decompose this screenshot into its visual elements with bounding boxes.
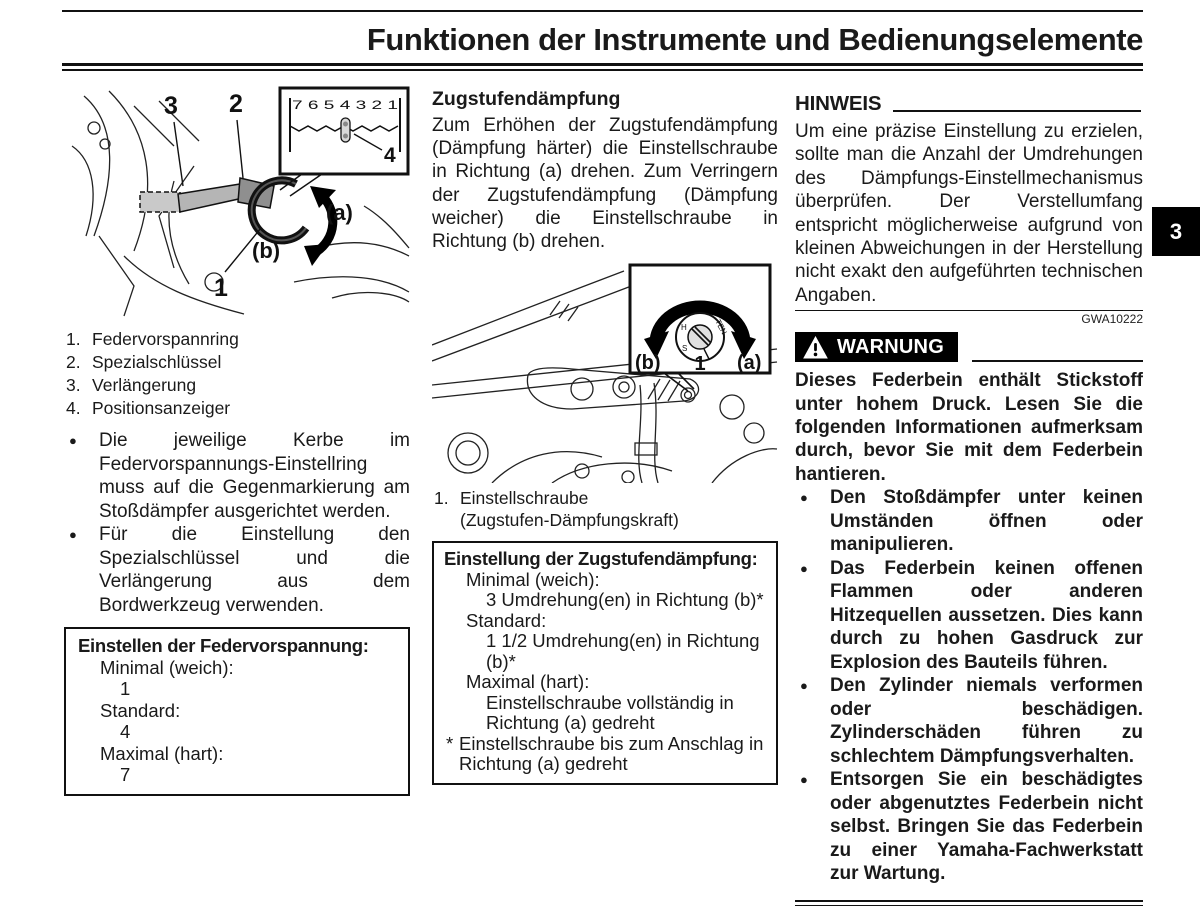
bullet-icon: ● [69,433,77,448]
reference-code: GWA10222 [1081,312,1143,327]
figure-spring-preload-adjustment [64,86,410,320]
bullet-text: Entsorgen Sie ein beschädigtes oder abgenutztes Federbein nicht selbst. Bringen Sie das Federbein zu einer Yamaha-Fachwerkstatt zur Wartung. [830,769,1143,885]
bullet-item [64,523,410,617]
figure1-callout-1: 1 [214,274,228,302]
bullet-icon: ● [800,772,808,788]
bullet-item [795,557,1143,675]
chapter-tab [1152,207,1200,256]
figure2-callout-1: 1 [694,353,706,376]
spec-label: Maximal (hart): [466,671,590,693]
middle-column [432,88,778,785]
bullet-text: Den Stoßdämpfer unter keinen Umständen öffnen oder manipulieren. [830,487,1143,556]
legend-text: Federvorspannring [92,329,239,349]
spec-label: Standard: [466,609,547,631]
spec-label: Minimal (weich): [100,656,234,678]
warning-banner [795,332,958,362]
legend-number: 1. [434,488,449,509]
figure1-callout-3: 3 [164,92,178,120]
bullet-icon: ● [69,527,77,542]
spec-box-federvorspannung [64,627,410,796]
bullet-text: Für die Einstellung den Spezialschlüssel und die Verlängerung aus dem Bordwerkzeug verwenden. [99,524,410,616]
spec-value: 4 [120,721,131,742]
bullet-text: Den Zylinder niemals verformen oder beschädigen. Zylinderschäden führen zu schlechtem Dämpfungsverhalten. [830,675,1143,767]
section-heading: Zugstufendämpfung [432,88,621,110]
figure1-inset-scale: 7 6 5 4 3 2 1 [292,98,399,112]
spec-label: Standard: [100,699,181,721]
warning-bullet-list [795,486,1143,886]
figure1-callout-2: 2 [229,90,243,118]
legend-item [434,487,778,509]
legend-text: Einstellschraube [460,488,589,509]
spec-box-title: Einstellung der Zugstufendämpfung: [444,548,758,570]
legend-number: 4. [66,398,81,418]
spec-footnote [446,734,768,775]
bullet-item [795,768,1143,886]
footnote-marker: * [446,732,454,754]
legend-text: Verlängerung [92,375,197,395]
section-end-rule [795,900,1143,906]
spec-label: Maximal (hart): [100,742,224,764]
note-header [795,92,1143,116]
bullet-icon: ● [800,678,808,694]
bullet-item [795,486,1143,557]
bullet-icon: ● [800,560,808,576]
note-paragraph: Um eine präzise Einstellung zu erzielen, sollte man die Anzahl der Umdrehungen des Dämpfungs-Einstellmechanismus überprüfen. Der Verstellumfang entspricht möglicherweise aufgrund von kleinen Abweichungen in der Herstellung nicht exakt den aufgeführten technischen Angaben. [795,121,1143,306]
chapter-tab-label: 3 [1169,218,1183,244]
bullet-text: Das Federbein keinen offenen Flammen oder anderen Hitzequellen aussetzen. Dies kann durch zu hohen Gasdruck zur Explosion des Bauteils führen. [830,557,1143,673]
note-header-rule [893,110,1141,112]
left-column [64,86,410,796]
spec-value: 1 [120,678,131,699]
bullet-text: Die jeweilige Kerbe im Federvorspannungs-Einstellring muss auf die Gegenmarkierung am Stoßdämpfer ausgerichtet werden. [99,430,410,522]
spec-value: Einstellschraube vollständig in Richtung (a) gedreht [486,691,734,734]
note-label: HINWEIS [795,92,882,115]
warning-header-rule [972,360,1143,362]
bullet-icon: ● [800,490,808,506]
figure2-label-a: (a) [737,352,762,375]
legend-text: Positionsanzeiger [92,398,231,418]
figure2-label-b: (b) [635,352,661,375]
page-title: Funktionen der Instrumente und Bedienungselemente [366,22,1143,57]
warning-label: WARNUNG [837,335,944,358]
figure1-label-a: (a) [326,200,353,225]
bullet-item [64,429,410,523]
figure2-legend [434,487,778,531]
preload-instructions [64,429,410,617]
spec-value: 1 1/2 Umdrehung(en) in Richtung (b)* [486,630,760,672]
figure2-knob-label-s: S [682,344,688,354]
legend-item [66,351,410,374]
spec-box-title: Einstellen der Federvorspannung: [78,635,369,656]
legend-text-continued: (Zugstufen-Dämpfungskraft) [460,510,679,531]
header-top-rule [62,10,1143,12]
section-paragraph: Zum Erhöhen der Zugstufendämpfung (Dämpfung härter) die Einstellschraube in Richtung (a) drehen. Zum Verringern der Zugstufendämpfung (Dämpfung weicher) die Einstellschraube in Richtung (b) drehen. [432,115,778,253]
figure-rebound-damping-adjuster [432,257,778,483]
bullet-item [795,674,1143,768]
figure2-knob-label-ten: TEN [713,317,729,337]
legend-item [66,328,410,351]
figure1-label-b: (b) [252,238,281,263]
figure1-inset-callout-4: 4 [384,144,396,167]
right-column [795,92,1143,906]
header-double-rule [62,63,1143,71]
legend-text: Spezialschlüssel [92,352,222,372]
figure2-knob-label-h: H [681,323,687,333]
warning-header [795,332,1143,362]
warning-intro: Dieses Federbein enthält Stickstoff unter hohem Druck. Lesen Sie die folgenden Informationen aufmerksam durch, bevor Sie mit dem Federbein hantieren. [795,370,1143,485]
footnote-text: Einstellschraube bis zum Anschlag in Richtung (a) gedreht [459,732,764,775]
legend-number: 3. [66,375,81,395]
spec-box-zugstufendaempfung [432,541,778,785]
warning-triangle-icon [803,336,828,359]
note-end-rule [795,310,1143,311]
spec-value: 3 Umdrehung(en) in Richtung (b)* [486,589,764,611]
legend-item [66,374,410,397]
figure1-legend [66,328,410,420]
spec-value: 7 [120,764,131,785]
spec-label: Minimal (weich): [466,568,600,590]
legend-number: 2. [66,352,81,372]
legend-number: 1. [66,329,81,349]
legend-item [66,397,410,420]
